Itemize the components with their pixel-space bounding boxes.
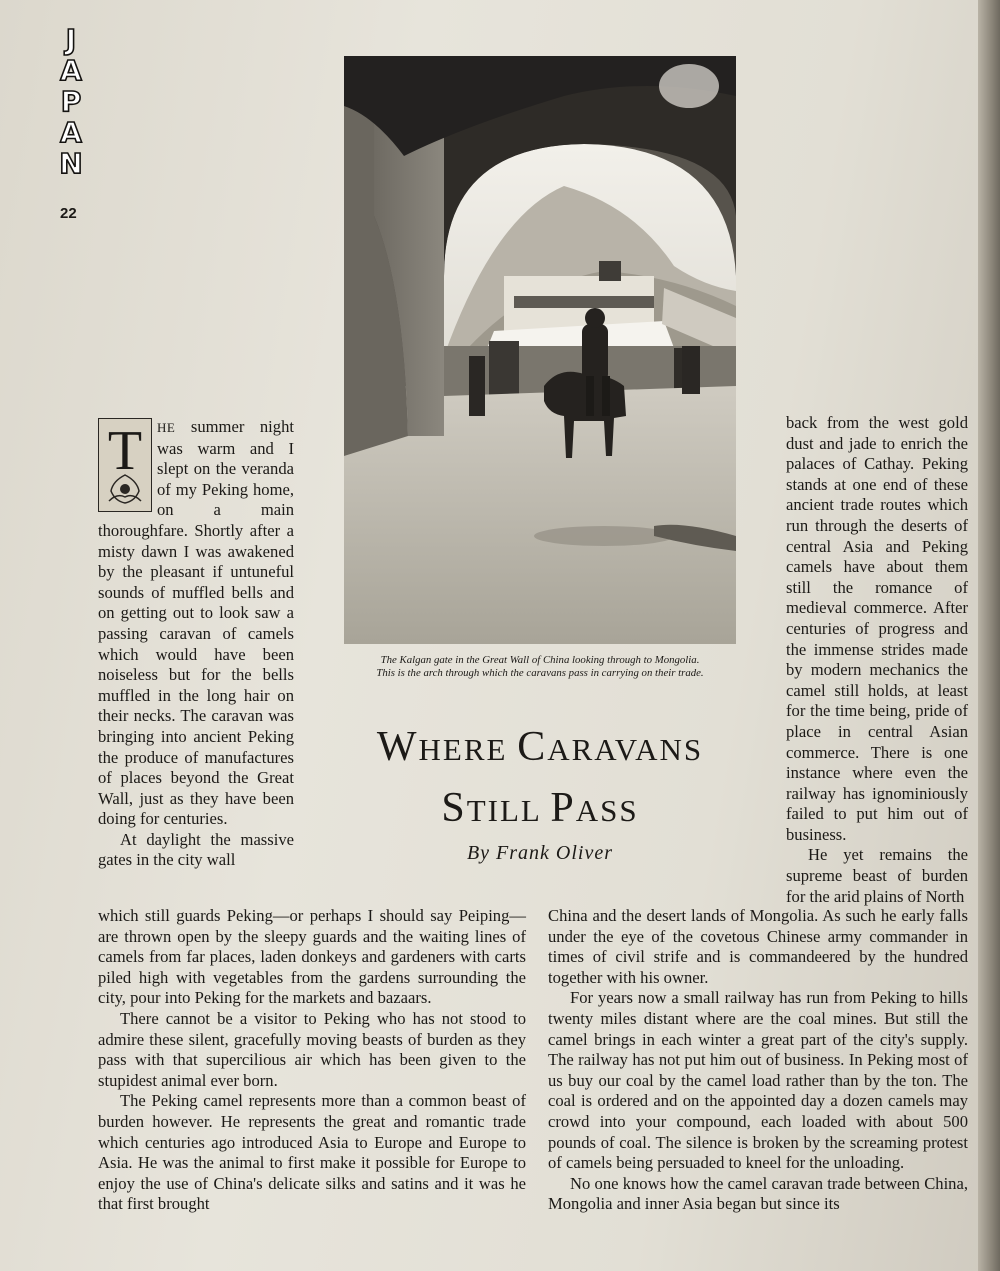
masthead-japan — [56, 24, 86, 179]
title-line-1 — [330, 718, 750, 779]
title-smallcaps: ASS — [575, 793, 639, 828]
caption-line: The Kalgan gate in the Great Wall of China looking through to Mongolia. — [380, 654, 700, 666]
title-smallcaps: TILL — [466, 793, 551, 828]
paragraph-4-continued: back from the west gold dust and jade to enrich the palaces of Cathay. Peking stands at one end of these ancient trade routes which run through the deserts of central Asia and Peking camels have about them still the romance of medieval commerce. After centuries of progress and the immense strides made by modern mechanics the camel still holds, at least for the time being, pride of place in central Asian commerce. There is one instance where even the railway has ignominiously failed to put him out of business. — [786, 413, 968, 844]
drop-cap-ornament — [98, 418, 152, 512]
article-byline: By Frank Oliver — [466, 842, 614, 864]
page-number: 22 — [60, 205, 77, 222]
archway-photo — [344, 56, 736, 644]
masthead-letter: P — [60, 85, 82, 118]
paragraph-4: The Peking camel represents more than a common beast of burden however. He represents the great and romantic trade which centuries ago introduced Asia to Europe and Europe to Asia. He was the animal to first make it possible for Europe to enjoy the use of China's delicate silks and satins and it was he that first brought — [98, 1091, 526, 1214]
paragraph-text: summer night was warm and I slept on the veranda of my Peking home, on a main thoroughfare. Shortly after a misty dawn I was awakened by the pleasant if untuneful sounds of muffled bells and on getting out to look saw a passing caravan of camels which would have been noiseless but for the bells muffled in the long hair on their necks. The caravan was bringing into ancient Peking the produce of manufactures of places beyond the Great Wall, just as they have been doing for centuries. — [98, 417, 294, 829]
paragraph-5-start: He yet remains the supreme beast of burden for the arid plains of North — [786, 845, 968, 906]
masthead-letter: A — [60, 54, 82, 87]
title-line-2 — [330, 779, 750, 840]
masthead-letter: A — [60, 116, 82, 149]
paragraph-3: There cannot be a visitor to Peking who has not stood to admire these silent, gracefully moving beasts of burden as they pass with that supercilious air which has been given to the stupidest animal ever born. — [98, 1008, 526, 1090]
paragraph-1 — [98, 417, 294, 830]
title-initial: S — [441, 785, 467, 831]
title-initial: W — [376, 724, 419, 770]
right-column — [786, 413, 968, 907]
paragraph-5-continued: China and the desert lands of Mongolia. As such he early falls under the eye of the covetous Chinese army commander in times of civil strife and is commandeered by the hundred together with his owner. — [548, 906, 968, 987]
drop-cap-letter: T — [107, 420, 143, 482]
page-edge-shadow — [978, 0, 1000, 1271]
paragraph-2-start: At daylight the massive gates in the city wall — [98, 829, 294, 870]
paragraph-2-continued: which still guards Peking—or perhaps I should say Peiping—are thrown open by the sleepy guards and the waiting lines of camels from far places, laden donkeys and gardeners with carts piled high with vegetables from the gardens surrounding the city, pour into Peking for the markets and bazaars. — [98, 906, 526, 1008]
title-initial: P — [550, 785, 576, 831]
paragraph-7: No one knows how the camel caravan trade between China, Mongolia and inner Asia began but since its — [548, 1173, 968, 1214]
paragraph-6: For years now a small railway has run from Peking to hills twenty miles distant where are the coal mines. But still the camel brings in each winter a great part of the city's supply. The railway has not put him out of business. In Peking most of us buy our coal by the camel load rather than by the ton. The coal is ordered and on the appointed day a dozen camels may crowd into your compound, each loaded with about 500 pounds of coal. The silence is broken by the screaming protest of camels being persuaded to kneel for the unloading. — [548, 988, 968, 1173]
bottom-left-column — [98, 906, 526, 1215]
bottom-right-column — [548, 906, 968, 1215]
archway-photo-illustration — [344, 56, 736, 644]
lead-smallcaps: HE — [157, 420, 176, 435]
left-column — [98, 417, 294, 871]
masthead-letter: N — [59, 147, 83, 180]
title-smallcaps: HERE — [418, 732, 518, 767]
title-initial: C — [517, 724, 548, 770]
article-title — [330, 718, 750, 840]
photo-caption — [338, 654, 742, 680]
title-smallcaps: ARAVANS — [547, 732, 704, 767]
masthead-letter: J — [65, 23, 77, 56]
caption-line: This is the arch through which the caravans pass in carrying on their trade. — [376, 667, 704, 679]
floral-ornament-icon — [105, 471, 145, 507]
